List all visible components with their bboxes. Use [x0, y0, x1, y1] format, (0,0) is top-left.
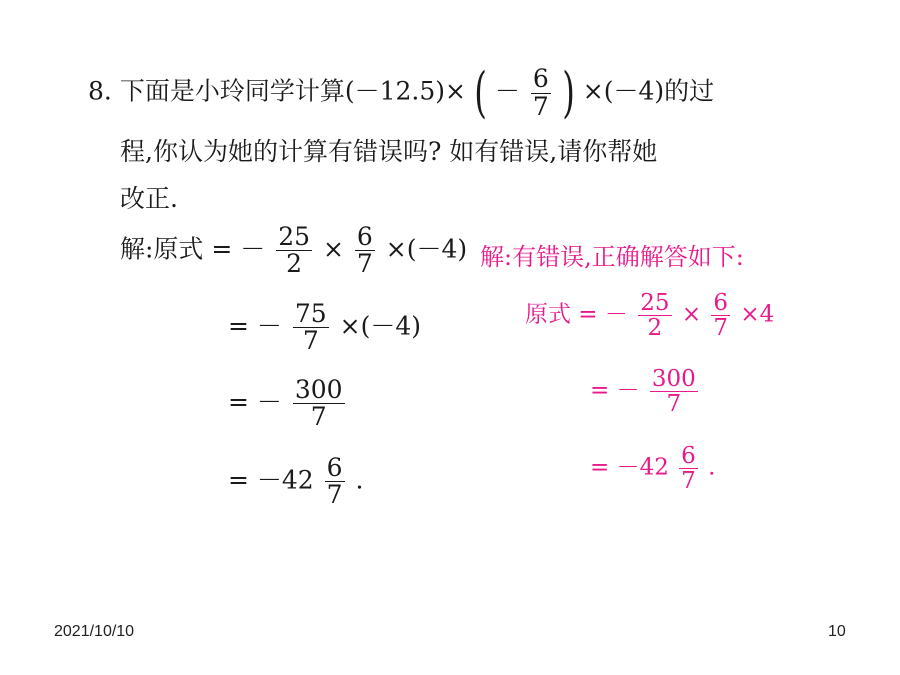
equals-lead: = －42: [228, 465, 314, 495]
correction-step3-fraction: [679, 444, 698, 493]
fraction-denominator: 7: [532, 91, 549, 121]
problem-text-start: 下面是小玲同学计算(－12.5)×: [119, 76, 466, 106]
fraction-numerator: 300: [651, 366, 696, 392]
fraction-denominator: 7: [326, 480, 343, 510]
fraction-denominator: 7: [713, 315, 729, 342]
fraction-denominator: 7: [666, 391, 682, 418]
student-step4-fraction: [325, 455, 345, 509]
student-step-2: [228, 301, 421, 355]
fraction-denominator: 7: [310, 402, 327, 432]
correction-step1-tail: ×4: [740, 301, 775, 328]
fraction-numerator: 6: [532, 64, 549, 94]
student-step-1: [120, 224, 467, 278]
fraction-denominator: 2: [286, 249, 303, 279]
problem-line-3: 改正.: [120, 184, 178, 213]
fraction-numerator: 300: [294, 375, 343, 404]
fraction-numerator: 6: [713, 290, 729, 316]
period: .: [355, 465, 364, 495]
problem-text-end: ×(－4)的过: [582, 76, 715, 106]
times-sign: ×: [322, 234, 344, 264]
fraction-sign: －: [494, 76, 520, 106]
times-sign: ×: [681, 301, 702, 328]
equals-lead: = －: [590, 377, 640, 404]
fraction-numerator: 25: [278, 222, 311, 251]
fraction-denominator: 7: [681, 468, 696, 495]
problem-line-2: 程,你认为她的计算有错误吗? 如有错误,请你帮她: [120, 137, 658, 166]
correction-step1-fraction-2: [711, 291, 730, 340]
correction-step1-lead: 原式 = －: [525, 301, 628, 328]
equals-lead: = －: [228, 311, 282, 341]
fraction-numerator: 6: [681, 443, 696, 469]
fraction-denominator: 2: [647, 315, 663, 342]
student-step2-fraction: [293, 301, 329, 355]
student-step1-fraction-2: [355, 224, 375, 278]
fraction-numerator: 6: [356, 222, 373, 251]
correction-heading: 解:有错误,正确解答如下:: [480, 243, 744, 271]
problem-line-1: [88, 61, 715, 124]
big-close-paren: ): [561, 61, 575, 124]
student-step1-fraction-1: [276, 224, 312, 278]
page-number: 10: [828, 623, 846, 640]
student-step-4: [228, 455, 363, 509]
student-solution-label: 解:原式 = －: [120, 234, 266, 264]
footer-date: 2021/10/10: [54, 623, 135, 640]
problem-number: 8.: [88, 76, 112, 106]
fraction-numerator: 6: [326, 453, 343, 482]
correction-step1-fraction-1: [638, 291, 671, 340]
fraction-numerator: 75: [294, 299, 327, 328]
correction-step-1: [525, 291, 774, 340]
correction-step2-fraction: [650, 367, 698, 416]
equals-lead: = －42: [590, 454, 669, 481]
student-step1-tail: ×(－4): [385, 234, 468, 264]
problem-fraction: [531, 66, 551, 120]
period: .: [708, 454, 716, 481]
big-open-paren: (: [474, 61, 487, 124]
correction-step-3: [590, 444, 715, 493]
correction-step-2: [590, 367, 701, 416]
fraction-denominator: 7: [356, 249, 373, 279]
fraction-denominator: 7: [302, 326, 319, 356]
equals-lead: = －: [228, 387, 282, 417]
fraction-numerator: 25: [640, 290, 670, 316]
student-step2-tail: ×(－4): [339, 311, 421, 341]
student-step3-fraction: [293, 377, 345, 431]
student-step-3: [228, 377, 348, 431]
